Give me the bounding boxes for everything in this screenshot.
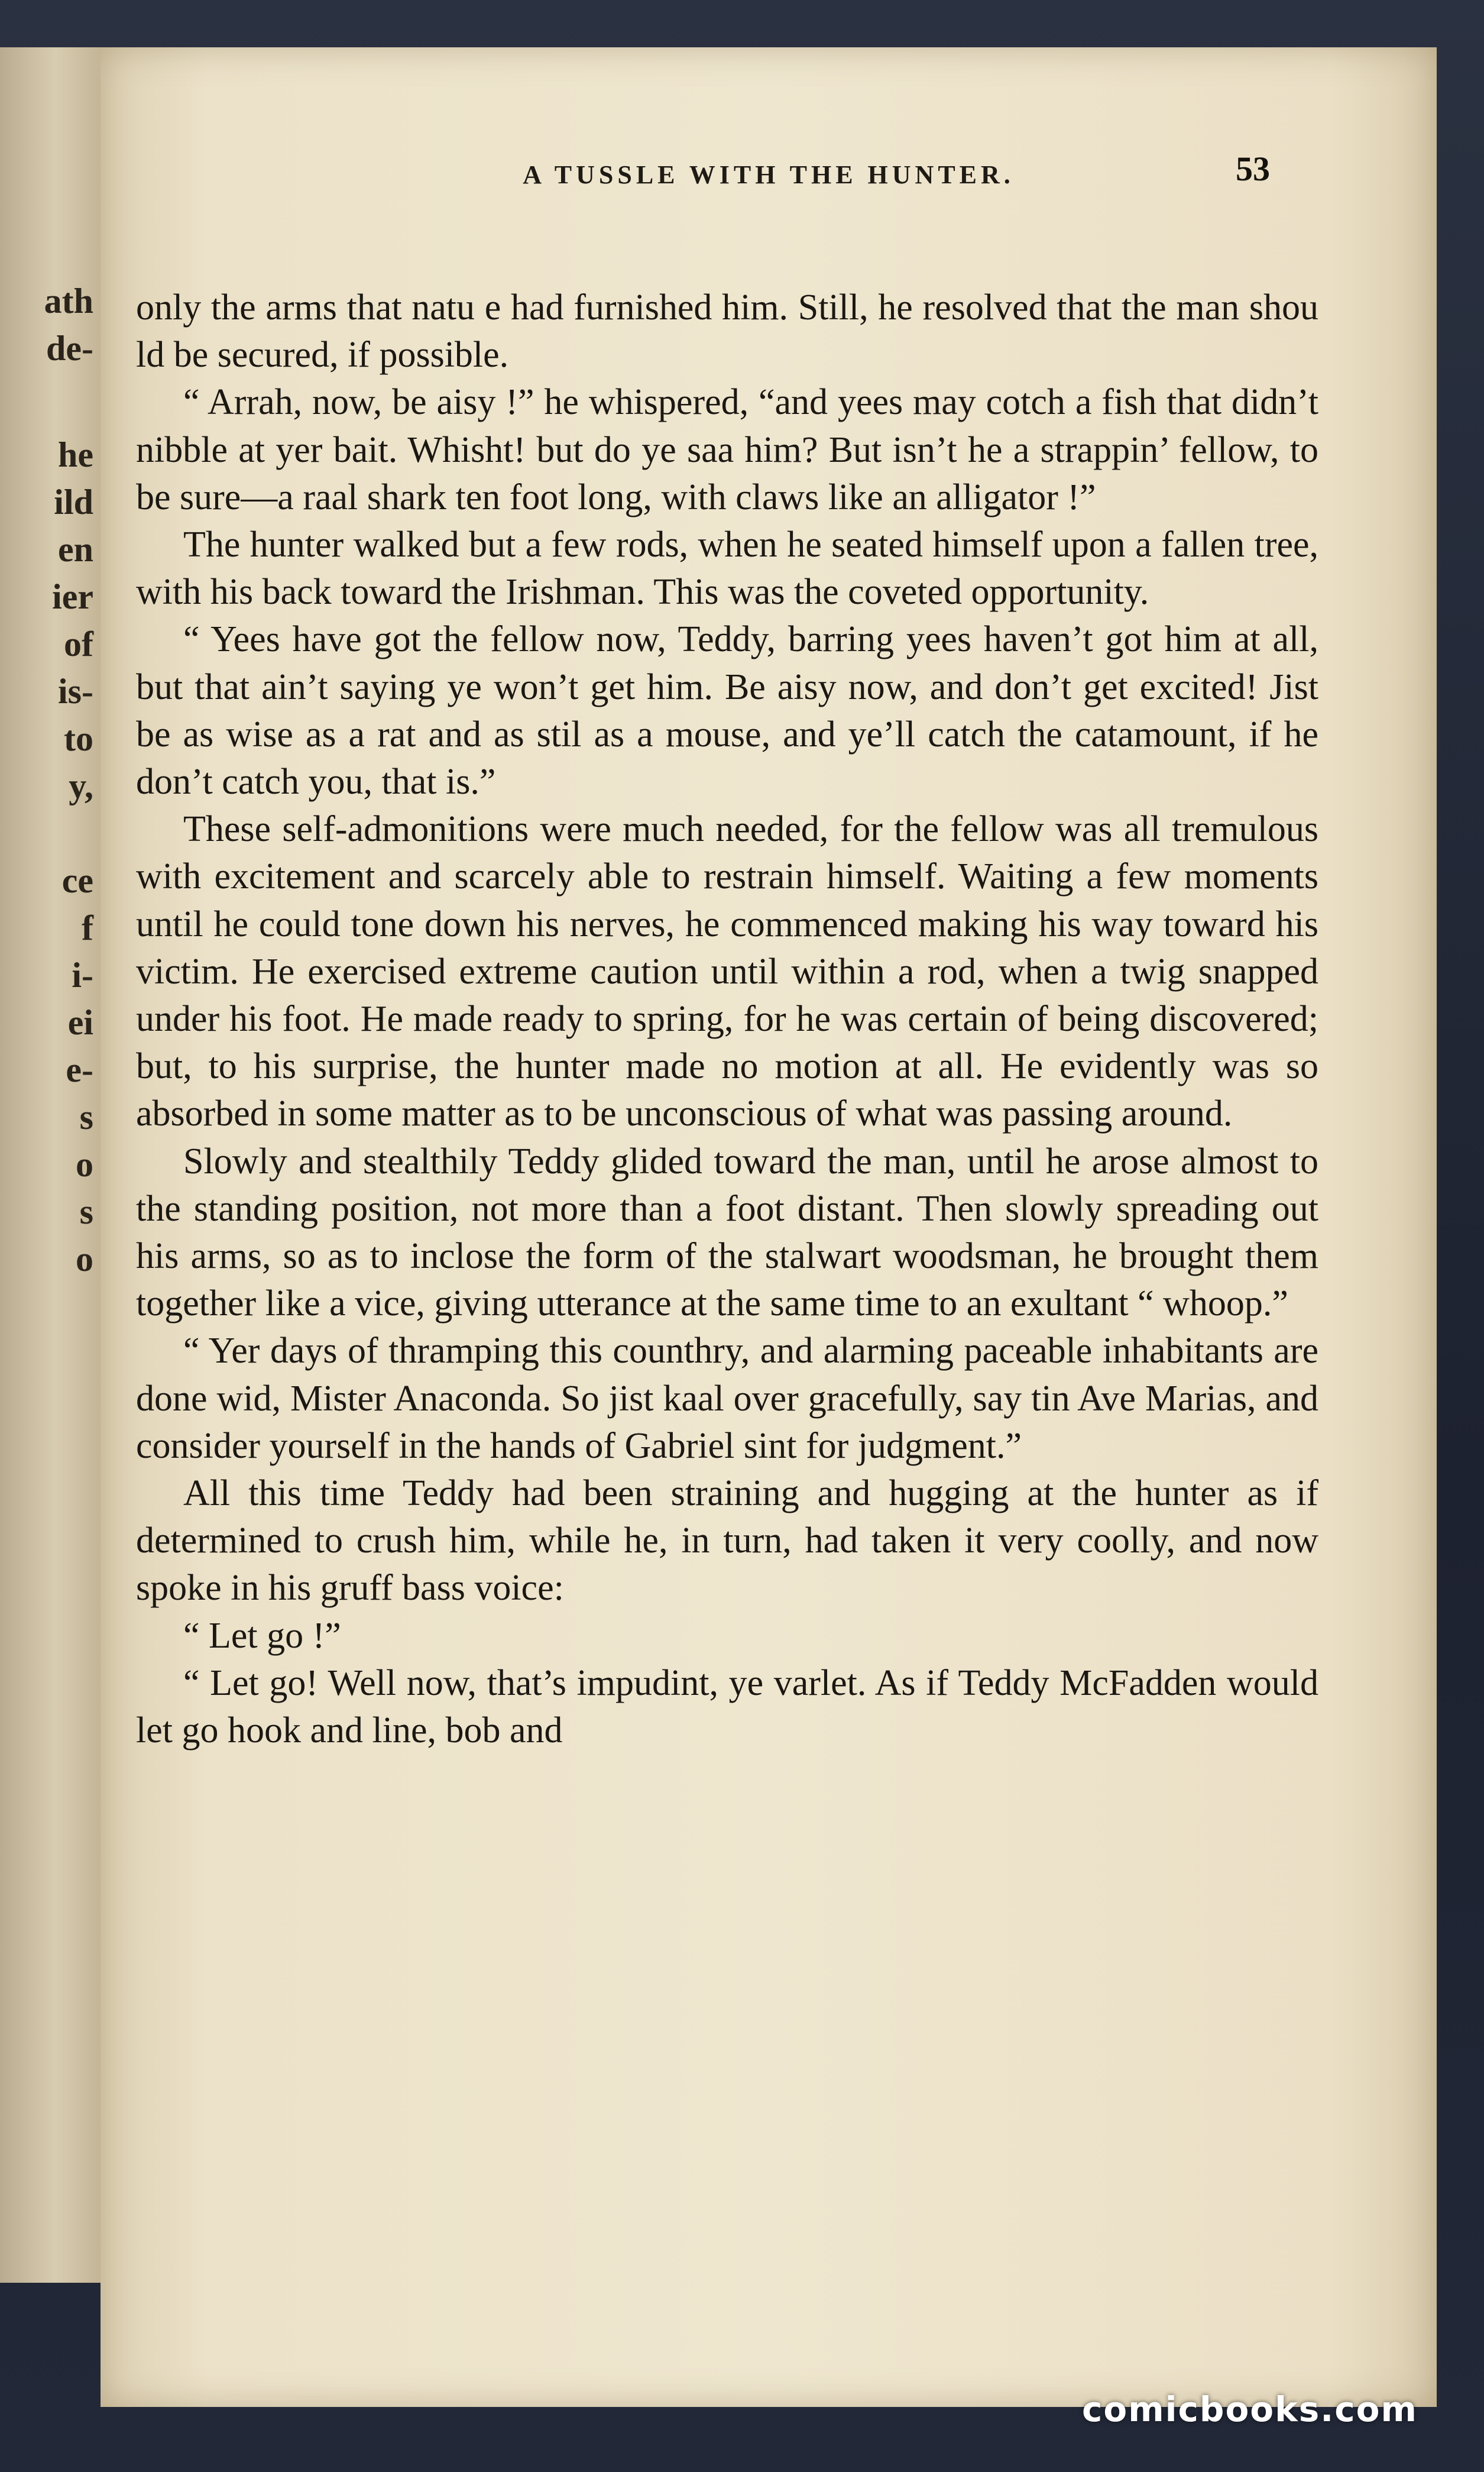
page-number: 53 bbox=[1236, 150, 1270, 188]
left-fragment: he bbox=[58, 435, 93, 474]
left-fragment: ce bbox=[61, 861, 93, 900]
site-watermark: comicbooks.com bbox=[1082, 2389, 1418, 2429]
left-fragment: o bbox=[76, 1145, 93, 1184]
left-fragment: ei bbox=[67, 1003, 93, 1042]
paragraph: The hunter walked but a few rods, when he seated himself upon a fallen tree, with his back toward the Irishman. This was the coveted opportunity. bbox=[136, 525, 1318, 613]
paragraph: “ Let go !” bbox=[183, 1615, 341, 1656]
paragraph: “ Yer days of thramping this counthry, and alarming paceable inhabitants are done wid, Mister Anaconda. So jist kaal over gracefully, say tin Ave Marias, and consider yourself in the hands of Gabriel sint for judgment.” bbox=[136, 1331, 1318, 1466]
paragraph: Slowly and stealthily Teddy glided toward the man, until he arose almost to the standing position, not more than a foot distant. Then slowly spreading out his arms, so as to inclose the form of the stalwart woodsman, he brought them together like a vice, giving utterance at the same time to an exultant “ whoop.” bbox=[136, 1141, 1318, 1324]
running-header: A TUSSLE WITH THE HUNTER. bbox=[523, 160, 1015, 189]
left-fragment: ier bbox=[52, 577, 93, 616]
left-fragment: en bbox=[58, 530, 93, 569]
paragraph: “ Arrah, now, be aisy !” he whispered, “and yees may cotch a fish that didn’t nibble at yer bait. Whisht! but do ye saa him? But isn’t he a strappin’ fellow, to be sure—a raal shark ten foot long, with claws like an alligator !” bbox=[136, 382, 1318, 517]
left-fragment: o bbox=[76, 1240, 93, 1279]
page-body bbox=[136, 284, 1318, 1754]
left-fragment: e- bbox=[66, 1050, 93, 1089]
left-fragment: f bbox=[82, 908, 93, 947]
left-fragment: to bbox=[64, 719, 93, 758]
left-fragment: is- bbox=[58, 672, 93, 711]
left-fragment: of bbox=[64, 625, 93, 664]
left-fragment: ath bbox=[44, 282, 93, 321]
paragraph: All this time Teddy had been straining and hugging at the hunter as if determined to crush him, while he, in turn, had taken it very coolly, and now spoke in his gruff bass voice: bbox=[136, 1473, 1318, 1609]
paragraph: “ Let go! Well now, that’s impudint, ye varlet. As if Teddy McFadden would let go hook and line, bob and bbox=[136, 1662, 1318, 1751]
left-fragment: s bbox=[79, 1098, 93, 1137]
left-fragment: s bbox=[79, 1192, 93, 1231]
adjacent-page-edge bbox=[0, 47, 104, 2283]
left-fragment: i- bbox=[72, 956, 93, 995]
book-page bbox=[101, 47, 1437, 2407]
paragraph: These self-admonitions were much needed, for the fellow was all tremulous with excitement and scarcely able to restrain himself. Waiting a few moments until he could tone down his nerves, he commenced making his way toward his victim. He exercised extreme caution until within a rod, when a twig snapped under his foot. He made ready to spring, for he was certain of being discovered; but, to his surprise, the hunter made no motion at all. He evidently was so absorbed in some matter as to be unconscious of what was passing around. bbox=[136, 809, 1318, 1134]
left-fragment: de- bbox=[46, 329, 93, 368]
paragraph: “ Yees have got the fellow now, Teddy, barring yees haven’t got him at all, but that ain’t saying ye won’t get him. Be aisy now, and don’t get excited! Jist be as wise as a rat and as stil as a mouse, and ye’ll catch the catamount, if he don’t catch you, that is.” bbox=[136, 619, 1318, 803]
paragraph: only the arms that natu e had furnished him. Still, he resolved that the man shou ld be secured, if possible. bbox=[136, 287, 1318, 376]
left-fragment: ild bbox=[54, 483, 93, 522]
left-fragment: y, bbox=[69, 766, 93, 805]
